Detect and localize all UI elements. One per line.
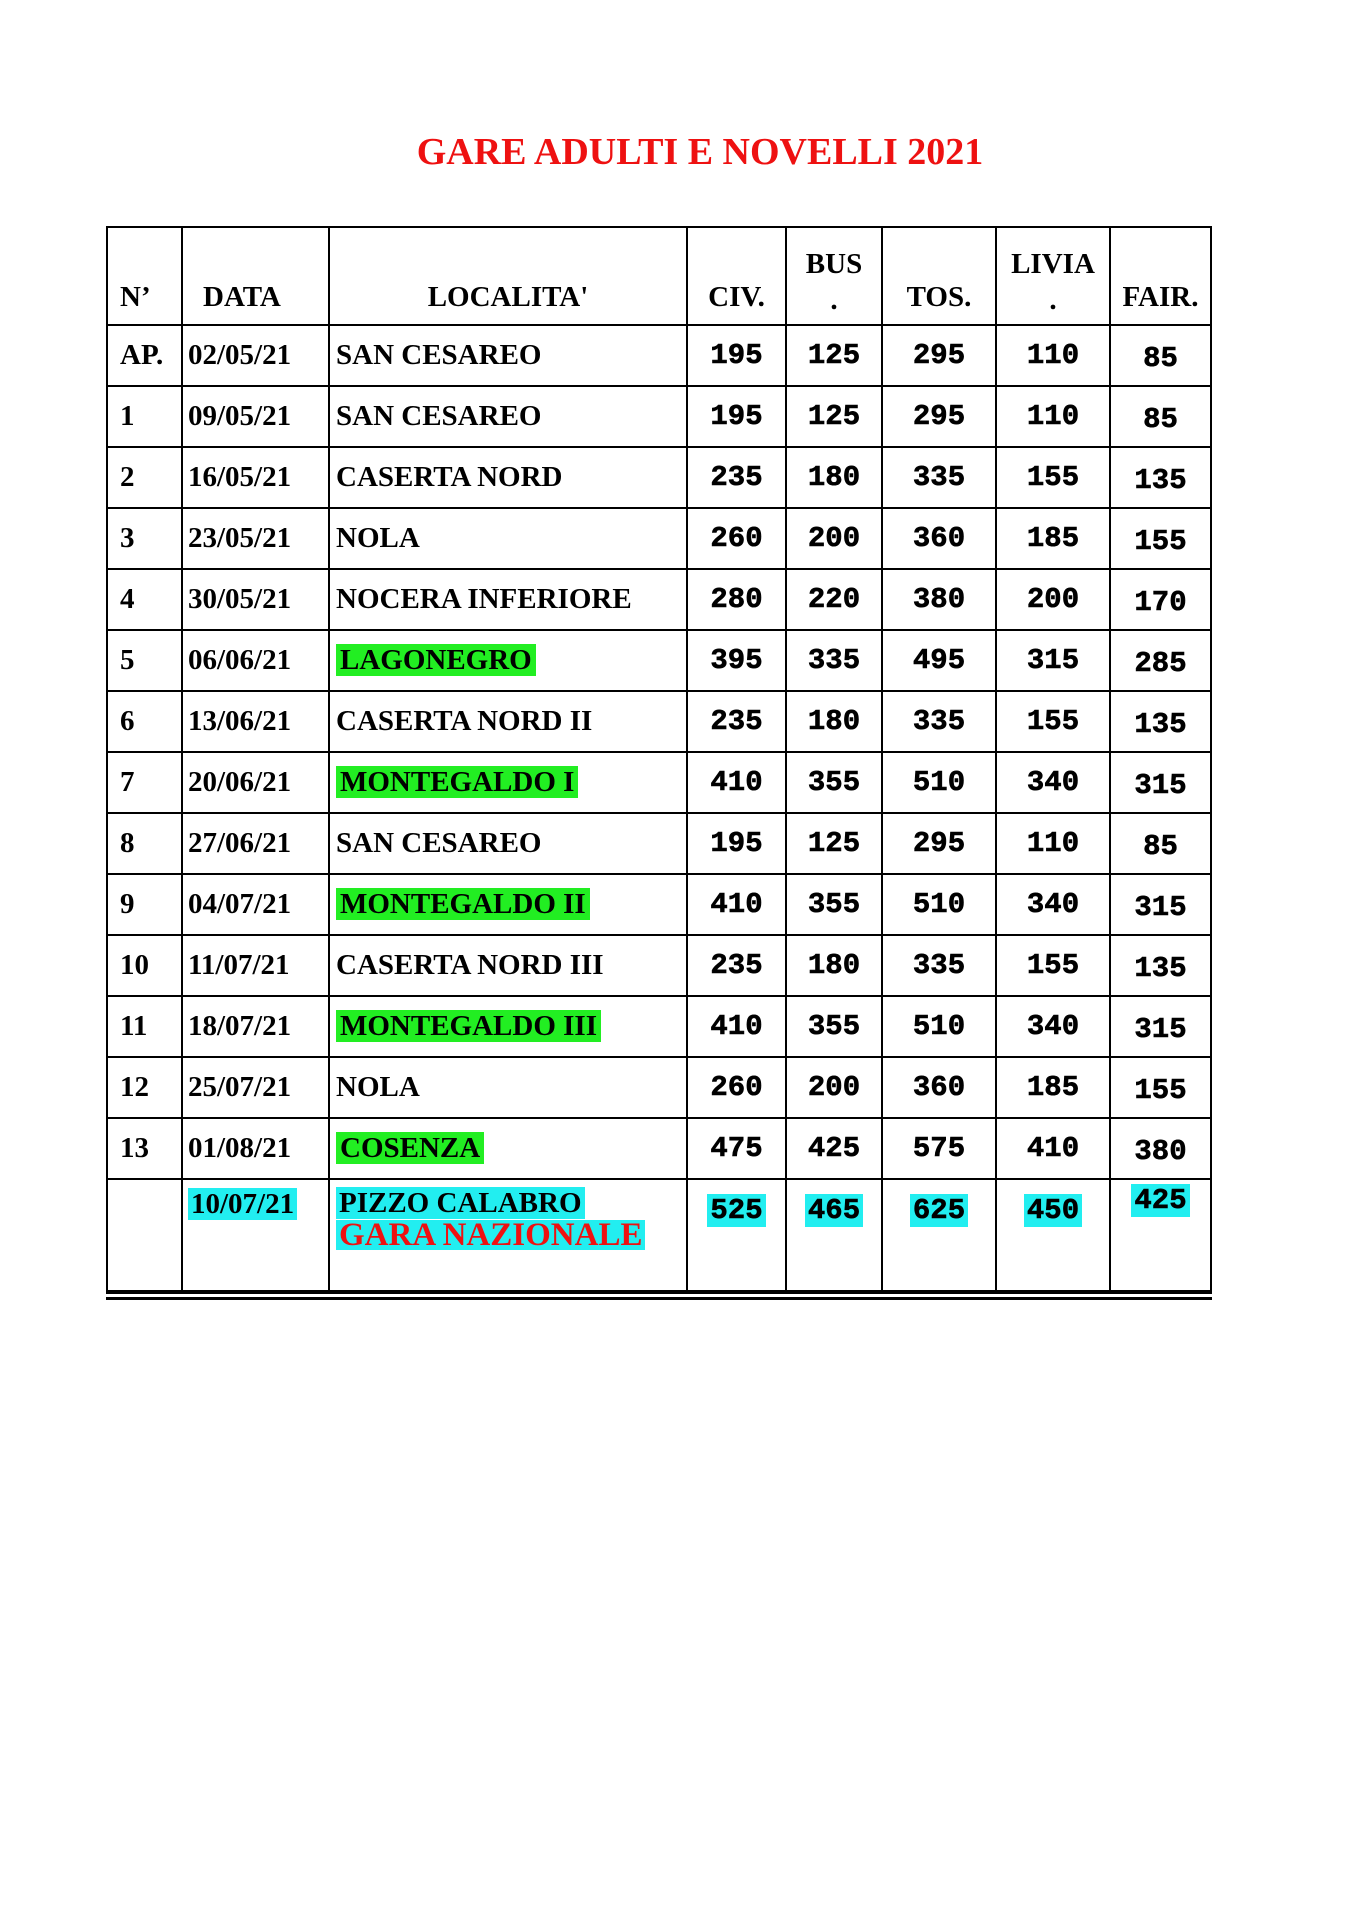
row-tos-cell	[882, 691, 996, 752]
row-bus-cell	[786, 874, 882, 935]
row-date-cell	[182, 874, 329, 935]
row-livia-cell	[996, 508, 1110, 569]
row-fair: 315	[1134, 891, 1187, 924]
row-fair-cell	[1110, 752, 1211, 813]
row-date-cell	[182, 813, 329, 874]
row-livia-cell	[996, 386, 1110, 447]
row-fair-cell	[1110, 569, 1211, 630]
row-livia: 155	[1026, 461, 1080, 494]
row-localita: NOLA	[336, 522, 420, 554]
row-localita-cell	[329, 569, 687, 630]
row-localita: CASERTA NORD III	[336, 949, 604, 981]
row-tos-cell	[882, 752, 996, 813]
row-civ: 410	[710, 766, 763, 799]
row-fair-cell	[1110, 508, 1211, 569]
row-tos-cell	[882, 508, 996, 569]
row-livia: 110	[1026, 339, 1080, 372]
row-localita-cell	[329, 813, 687, 874]
row-livia-cell	[996, 996, 1110, 1057]
row-bus-cell	[786, 569, 882, 630]
header-livia-bottom: .	[1049, 284, 1057, 316]
row-civ: 195	[710, 339, 763, 372]
row-fair-cell	[1110, 1118, 1211, 1179]
row-fair-cell	[1110, 691, 1211, 752]
row-livia-cell	[996, 569, 1110, 630]
national-fair-cell	[1110, 1179, 1211, 1291]
row-livia-cell	[996, 874, 1110, 935]
row-number-cell	[107, 569, 182, 630]
row-date: 06/06/21	[188, 644, 292, 676]
row-livia-cell	[996, 1118, 1110, 1179]
row-fair: 155	[1134, 525, 1187, 558]
table-row	[107, 630, 1211, 691]
row-date-cell	[182, 325, 329, 386]
national-civ-cell	[687, 1179, 786, 1291]
row-fair-cell	[1110, 386, 1211, 447]
row-date-cell	[182, 630, 329, 691]
row-date-cell	[182, 386, 329, 447]
row-number: 4	[120, 583, 135, 615]
row-civ-cell	[687, 874, 786, 935]
row-fair-cell	[1110, 630, 1211, 691]
row-number-cell	[107, 508, 182, 569]
row-bus-cell	[786, 752, 882, 813]
row-livia: 110	[1026, 827, 1080, 860]
row-fair-cell	[1110, 996, 1211, 1057]
row-localita-cell	[329, 447, 687, 508]
row-number: 12	[120, 1071, 149, 1103]
row-date: 27/06/21	[188, 827, 292, 859]
header-civ: CIV.	[687, 227, 786, 325]
page-title: GARE ADULTI E NOVELLI 2021	[416, 131, 984, 173]
table-row	[107, 386, 1211, 447]
row-civ-cell	[687, 752, 786, 813]
row-number: 1	[120, 400, 135, 432]
row-localita: CASERTA NORD II	[336, 705, 593, 737]
row-livia-cell	[996, 447, 1110, 508]
row-date: 18/07/21	[188, 1010, 292, 1042]
table-row	[107, 508, 1211, 569]
header-bus	[786, 227, 882, 325]
row-number-cell	[107, 386, 182, 447]
row-tos-cell	[882, 874, 996, 935]
row-civ: 235	[710, 705, 763, 738]
row-date-cell	[182, 1057, 329, 1118]
row-date: 11/07/21	[188, 949, 290, 981]
row-tos: 295	[912, 339, 966, 372]
national-date-cell	[182, 1179, 329, 1291]
row-number-cell	[107, 630, 182, 691]
row-fair: 85	[1143, 403, 1178, 436]
row-localita: NOLA	[336, 1071, 420, 1103]
row-localita-cell	[329, 752, 687, 813]
row-date-cell	[182, 752, 329, 813]
row-localita: SAN CESAREO	[336, 827, 542, 859]
table-row	[107, 569, 1211, 630]
row-civ: 410	[710, 888, 763, 921]
row-date: 04/07/21	[188, 888, 292, 920]
row-bus: 125	[807, 400, 861, 433]
row-localita-cell	[329, 874, 687, 935]
row-civ: 280	[710, 583, 763, 616]
row-bus-cell	[786, 691, 882, 752]
row-date: 01/08/21	[188, 1132, 292, 1164]
row-number: 10	[120, 949, 149, 981]
row-date-cell	[182, 691, 329, 752]
row-tos-cell	[882, 569, 996, 630]
national-localita: PIZZO CALABRO	[336, 1187, 585, 1219]
row-date-cell	[182, 508, 329, 569]
row-tos: 510	[912, 766, 966, 799]
row-fair-cell	[1110, 874, 1211, 935]
table-bottom-rule	[106, 1291, 1212, 1294]
header-data	[182, 227, 329, 325]
row-bus-cell	[786, 813, 882, 874]
row-fair-cell	[1110, 813, 1211, 874]
row-bus: 180	[807, 949, 861, 982]
row-tos-cell	[882, 630, 996, 691]
row-livia-cell	[996, 1057, 1110, 1118]
row-tos: 335	[912, 705, 966, 738]
row-tos-cell	[882, 996, 996, 1057]
row-localita: CASERTA NORD	[336, 461, 563, 493]
row-number: 8	[120, 827, 135, 859]
national-date: 10/07/21	[188, 1188, 297, 1220]
row-bus-cell	[786, 325, 882, 386]
row-number-cell	[107, 447, 182, 508]
row-localita: MONTEGALDO I	[336, 766, 578, 798]
row-tos: 495	[912, 644, 966, 677]
row-tos: 360	[912, 1071, 966, 1104]
national-tos-cell	[882, 1179, 996, 1291]
row-tos-cell	[882, 813, 996, 874]
row-date: 16/05/21	[188, 461, 292, 493]
header-livia-top: LIVIA	[1011, 248, 1095, 280]
row-number-cell	[107, 874, 182, 935]
row-civ-cell	[687, 569, 786, 630]
row-localita: COSENZA	[336, 1132, 484, 1164]
row-bus-cell	[786, 996, 882, 1057]
row-civ-cell	[687, 325, 786, 386]
row-fair-cell	[1110, 447, 1211, 508]
row-civ: 395	[710, 644, 763, 677]
row-localita-cell	[329, 1057, 687, 1118]
table-row	[107, 935, 1211, 996]
header-data-label: DATA	[203, 281, 281, 313]
row-tos: 510	[912, 888, 966, 921]
national-bus: 465	[805, 1194, 863, 1227]
row-number: 11	[120, 1010, 148, 1042]
row-number: 2	[120, 461, 135, 493]
row-tos: 295	[912, 400, 966, 433]
row-number-cell	[107, 752, 182, 813]
row-date-cell	[182, 996, 329, 1057]
table-row	[107, 325, 1211, 386]
national-note: GARA NAZIONALE	[336, 1220, 645, 1250]
row-fair: 135	[1134, 952, 1187, 985]
row-livia: 155	[1026, 949, 1080, 982]
row-civ: 475	[710, 1132, 763, 1165]
row-tos: 360	[912, 522, 966, 555]
row-tos-cell	[882, 325, 996, 386]
header-localita	[329, 227, 687, 325]
row-bus: 355	[807, 888, 861, 921]
row-civ: 410	[710, 1010, 763, 1043]
row-fair: 315	[1134, 769, 1187, 802]
row-localita-cell	[329, 1118, 687, 1179]
row-civ-cell	[687, 996, 786, 1057]
national-n	[107, 1179, 182, 1291]
row-civ: 195	[710, 827, 763, 860]
header-row	[107, 227, 1211, 325]
row-number-cell	[107, 691, 182, 752]
row-number-cell	[107, 813, 182, 874]
row-bus: 180	[807, 705, 861, 738]
row-number-cell	[107, 935, 182, 996]
row-number: 5	[120, 644, 135, 676]
header-fair: FAIR.	[1110, 227, 1211, 325]
table-row	[107, 996, 1211, 1057]
row-bus: 355	[807, 766, 861, 799]
row-civ: 195	[710, 400, 763, 433]
table-body	[107, 325, 1211, 1179]
row-localita-cell	[329, 935, 687, 996]
table-row	[107, 1118, 1211, 1179]
row-fair: 135	[1134, 464, 1187, 497]
row-civ-cell	[687, 447, 786, 508]
row-number: 9	[120, 888, 135, 920]
table-row	[107, 1057, 1211, 1118]
row-livia-cell	[996, 630, 1110, 691]
row-date: 23/05/21	[188, 522, 292, 554]
row-localita: SAN CESAREO	[336, 339, 542, 371]
row-fair: 155	[1134, 1074, 1187, 1107]
row-localita-cell	[329, 996, 687, 1057]
row-localita-cell	[329, 325, 687, 386]
row-date-cell	[182, 935, 329, 996]
row-livia: 340	[1026, 1010, 1080, 1043]
row-bus-cell	[786, 1118, 882, 1179]
row-tos: 380	[912, 583, 966, 616]
national-localita-cell	[329, 1179, 687, 1291]
row-fair: 285	[1134, 647, 1187, 680]
header-n: N’	[107, 227, 182, 325]
row-fair-cell	[1110, 935, 1211, 996]
row-livia: 340	[1026, 766, 1080, 799]
table-row	[107, 691, 1211, 752]
row-number-cell	[107, 1057, 182, 1118]
row-bus: 220	[807, 583, 861, 616]
national-fair: 425	[1131, 1184, 1189, 1217]
row-bus: 180	[807, 461, 861, 494]
row-civ-cell	[687, 630, 786, 691]
row-bus: 125	[807, 339, 861, 372]
row-livia: 315	[1026, 644, 1080, 677]
row-civ-cell	[687, 386, 786, 447]
row-number-cell	[107, 1118, 182, 1179]
table-row	[107, 752, 1211, 813]
row-date: 30/05/21	[188, 583, 292, 615]
row-bus-cell	[786, 630, 882, 691]
row-tos-cell	[882, 1057, 996, 1118]
national-livia-cell	[996, 1179, 1110, 1291]
row-livia: 185	[1026, 1071, 1080, 1104]
national-civ: 525	[707, 1194, 765, 1227]
row-livia-cell	[996, 752, 1110, 813]
row-civ: 260	[710, 1071, 763, 1104]
row-localita: SAN CESAREO	[336, 400, 542, 432]
row-number: AP.	[120, 339, 164, 371]
row-civ-cell	[687, 691, 786, 752]
row-livia: 410	[1026, 1132, 1080, 1165]
header-tos: TOS.	[882, 227, 996, 325]
row-livia-cell	[996, 325, 1110, 386]
table-row	[107, 874, 1211, 935]
row-date-cell	[182, 1118, 329, 1179]
row-livia: 200	[1026, 583, 1080, 616]
row-fair: 315	[1134, 1013, 1187, 1046]
row-civ-cell	[687, 1057, 786, 1118]
row-bus-cell	[786, 935, 882, 996]
row-livia-cell	[996, 935, 1110, 996]
row-number-cell	[107, 996, 182, 1057]
header-livia	[996, 227, 1110, 325]
row-fair: 380	[1134, 1135, 1187, 1168]
row-bus: 200	[807, 1071, 861, 1104]
row-fair: 85	[1143, 830, 1178, 863]
row-livia: 110	[1026, 400, 1080, 433]
row-tos: 335	[912, 461, 966, 494]
row-civ-cell	[687, 508, 786, 569]
row-tos-cell	[882, 935, 996, 996]
row-bus: 425	[807, 1132, 861, 1165]
row-localita: NOCERA INFERIORE	[336, 583, 632, 615]
row-fair-cell	[1110, 1057, 1211, 1118]
national-row	[107, 1179, 1211, 1291]
table-row	[107, 447, 1211, 508]
row-civ: 260	[710, 522, 763, 555]
row-tos: 295	[912, 827, 966, 860]
row-tos: 510	[912, 1010, 966, 1043]
row-localita: LAGONEGRO	[336, 644, 536, 676]
row-civ: 235	[710, 461, 763, 494]
row-livia: 155	[1026, 705, 1080, 738]
row-localita-cell	[329, 508, 687, 569]
row-tos: 335	[912, 949, 966, 982]
row-localita: MONTEGALDO III	[336, 1010, 601, 1042]
national-bus-cell	[786, 1179, 882, 1291]
row-number: 13	[120, 1132, 149, 1164]
row-localita-cell	[329, 691, 687, 752]
row-livia-cell	[996, 813, 1110, 874]
row-bus: 335	[807, 644, 861, 677]
row-bus: 125	[807, 827, 861, 860]
row-livia: 340	[1026, 888, 1080, 921]
table-row	[107, 813, 1211, 874]
row-date-cell	[182, 569, 329, 630]
row-civ: 235	[710, 949, 763, 982]
row-number-cell	[107, 325, 182, 386]
row-fair: 85	[1143, 342, 1178, 375]
row-bus-cell	[786, 508, 882, 569]
row-tos-cell	[882, 447, 996, 508]
row-civ-cell	[687, 935, 786, 996]
row-civ-cell	[687, 813, 786, 874]
header-localita-label: LOCALITA'	[427, 281, 589, 313]
row-number: 6	[120, 705, 135, 737]
row-fair: 135	[1134, 708, 1187, 741]
races-table	[106, 226, 1212, 1292]
row-tos-cell	[882, 1118, 996, 1179]
header-bus-top: BUS	[805, 248, 863, 280]
row-date: 02/05/21	[188, 339, 292, 371]
row-livia-cell	[996, 691, 1110, 752]
row-livia: 185	[1026, 522, 1080, 555]
row-date: 13/06/21	[188, 705, 292, 737]
row-tos: 575	[912, 1132, 966, 1165]
row-fair-cell	[1110, 325, 1211, 386]
row-date: 09/05/21	[188, 400, 292, 432]
row-fair: 170	[1134, 586, 1187, 619]
row-civ-cell	[687, 1118, 786, 1179]
row-bus: 200	[807, 522, 861, 555]
row-date: 25/07/21	[188, 1071, 292, 1103]
table-bottom-rule-2	[106, 1297, 1212, 1300]
row-number: 3	[120, 522, 135, 554]
row-bus-cell	[786, 447, 882, 508]
row-localita-cell	[329, 630, 687, 691]
header-bus-bottom: .	[830, 284, 838, 316]
row-bus-cell	[786, 1057, 882, 1118]
row-tos-cell	[882, 386, 996, 447]
row-date-cell	[182, 447, 329, 508]
row-localita: MONTEGALDO II	[336, 888, 590, 920]
row-localita-cell	[329, 386, 687, 447]
national-livia: 450	[1024, 1194, 1082, 1227]
row-bus-cell	[786, 386, 882, 447]
row-bus: 355	[807, 1010, 861, 1043]
row-date: 20/06/21	[188, 766, 292, 798]
national-tos: 625	[910, 1194, 968, 1227]
row-number: 7	[120, 766, 135, 798]
